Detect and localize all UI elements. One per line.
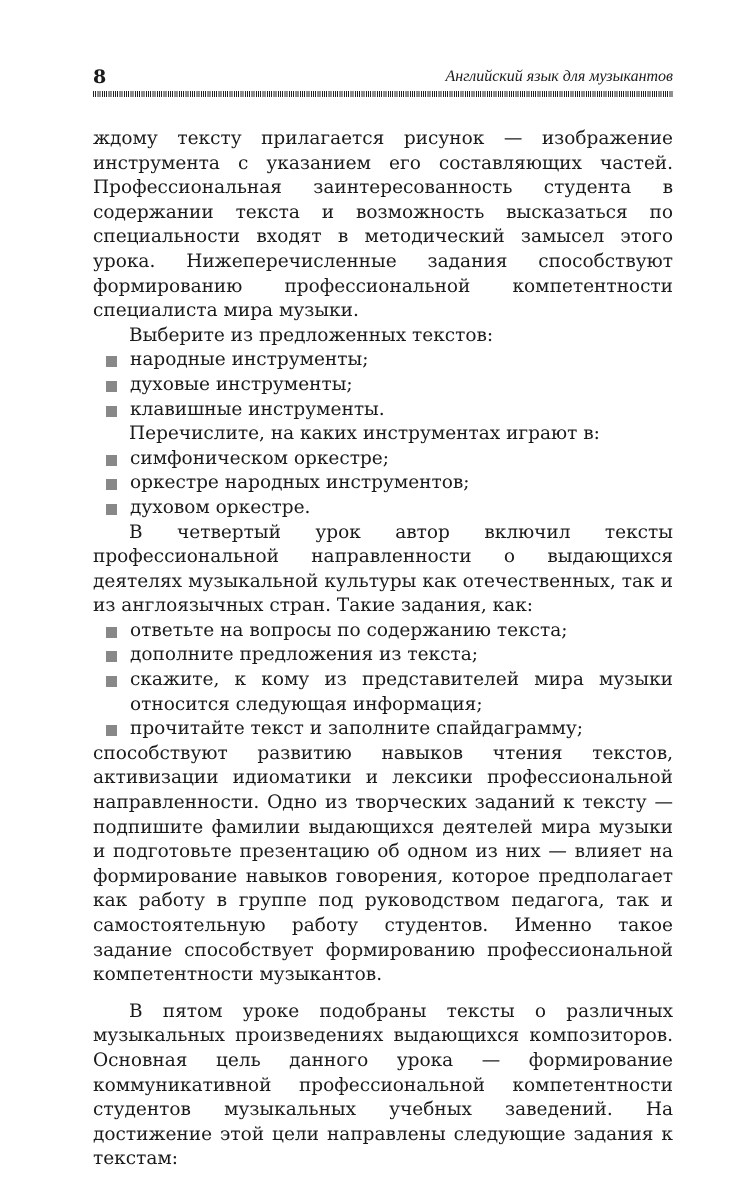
bullet-square-icon (106, 651, 117, 662)
page-header (93, 66, 673, 90)
list-item: прочитайте текст и заполните спайдаграмму; (93, 717, 673, 742)
paragraph: способствуют развитию навыков чтения текстов, активизации идиоматики и лексики профессиональной направленности. Одно из творческих заданий к тексту — подпишите фамилии выдающихся деятелей мира музыки и подготовьте презентацию об одном из них — влияет на формирование навыков говорения, которое предполагает как работу в группе под руководством педагога, так и самостоятельную работу студентов. Именно такое задание способствует формированию профессиональной компетентности музыкантов. (93, 742, 673, 986)
bullet-square-icon (106, 504, 117, 515)
bullet-square-icon (106, 381, 117, 392)
list-item: духовые инструменты; (93, 373, 673, 398)
bullet-square-icon (106, 455, 117, 466)
list-item: дополните предложения из текста; (93, 643, 673, 668)
paragraph: Перечислите, на каких инструментах играют в: (129, 423, 600, 445)
bullet-square-icon (106, 627, 117, 638)
list-item: симфоническом оркестре; (93, 447, 673, 472)
page-number: 8 (93, 66, 107, 88)
bullet-square-icon (106, 356, 117, 367)
bullet-square-icon (106, 676, 117, 687)
list-item: оркестре народных инструментов; (93, 471, 673, 496)
paragraph: В четвертый урок автор включил тексты профессиональной направленности о выдающихся деятелях музыкальной культуры как отечественных, так и из англоязычных стран. Такие задания, как: (93, 521, 673, 617)
bullet-square-icon (106, 725, 117, 736)
list-item: клавишные инструменты. (93, 398, 673, 423)
header-rule (93, 91, 673, 97)
paragraph: В пятом уроке подобраны тексты о различных музыкальных произведениях выдающихся композиторов. Основная цель данного урока — формирование коммуникативной профессиональной компетентности студентов музыкальных учебных заведений. На достижение этой цели направлены следующие задания к текстам: (93, 1000, 673, 1170)
body-text (93, 127, 673, 1172)
running-title: Английский язык для музыкантов (445, 68, 673, 85)
paragraph: Выберите из предложенных текстов: (129, 324, 494, 346)
list-item: ответьте на вопросы по содержанию текста; (93, 619, 673, 644)
bullet-square-icon (106, 479, 117, 490)
list-item: народные инструменты; (93, 348, 673, 373)
bullet-square-icon (106, 406, 117, 417)
paragraph: ждому тексту прилагается рисунок — изображение инструмента с указанием его составляющих частей. Профессиональная заинтересованность студента в содержании текста и возможность высказаться по специальности входят в методический замысел этого урока. Нижеперечисленные задания способствуют формированию профессиональной компетентности специалиста мира музыки. (93, 128, 673, 322)
list-item: духовом оркестре. (93, 496, 673, 521)
list-item: скажите, к кому из представителей мира музыки относится следующая информация; (93, 668, 673, 717)
